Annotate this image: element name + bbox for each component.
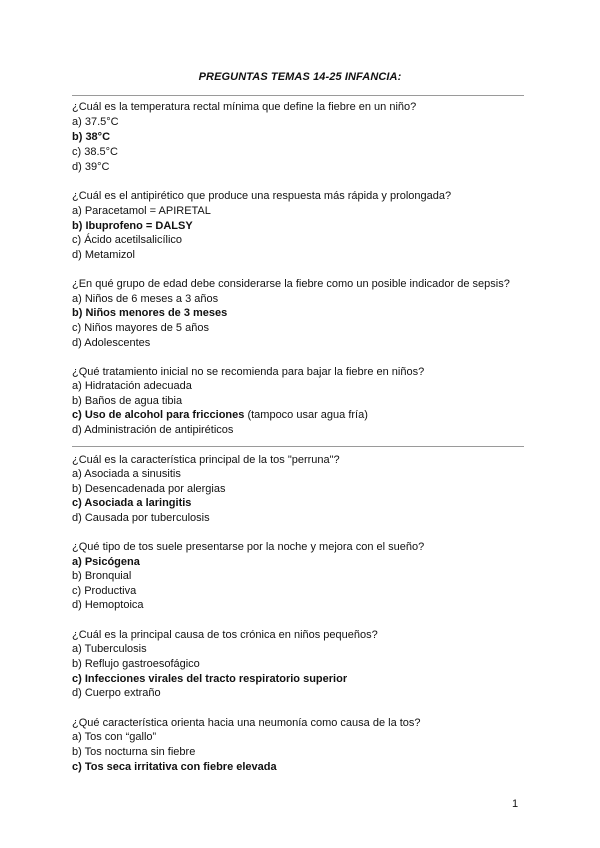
answer-option: a) Niños de 6 meses a 3 años <box>72 293 219 305</box>
answer-option: b) Tos nocturna sin fiebre <box>72 746 196 758</box>
answer-option: d) Metamizol <box>72 249 135 261</box>
question-text: ¿Cuál es la característica principal de la tos "perruna"? <box>72 454 340 466</box>
answer-option: c) Ácido acetilsalicílico <box>72 234 183 246</box>
answer-option: b) Reflujo gastroesofágico <box>72 658 200 670</box>
correct-answer: b) Niños menores de 3 meses <box>72 307 228 319</box>
answer-option: a) Tos con “gallo” <box>72 731 157 743</box>
question-text: ¿En qué grupo de edad debe considerarse la fiebre como un posible indicador de sepsis? <box>72 278 510 290</box>
correct-answer: c) Uso de alcohol para fricciones <box>72 409 245 421</box>
page-number: 1 <box>512 798 519 810</box>
correct-answer: b) 38°C <box>72 131 111 143</box>
answer-option: a) Hidratación adecuada <box>72 380 192 392</box>
question-text: ¿Qué tipo de tos suele presentarse por la noche y mejora con el sueño? <box>72 541 425 553</box>
page-title: PREGUNTAS TEMAS 14-25 INFANCIA: <box>198 71 402 83</box>
answer-option: d) Cuerpo extraño <box>72 687 161 699</box>
correct-answer: c) Asociada a laringitis <box>72 497 192 509</box>
answer-option: c) Productiva <box>72 585 137 597</box>
answer-option: d) Causada por tuberculosis <box>72 512 210 524</box>
answer-option: b) Baños de agua tibia <box>72 395 183 407</box>
answer-option: a) Paracetamol = APIRETAL <box>72 205 211 217</box>
answer-option: a) Tuberculosis <box>72 643 147 655</box>
correct-answer: c) Tos seca irritativa con fiebre elevada <box>72 761 277 773</box>
question-text: ¿Qué tratamiento inicial no se recomienda para bajar la fiebre en niños? <box>72 366 425 378</box>
question-text: ¿Cuál es la principal causa de tos crónica en niños pequeños? <box>72 629 378 641</box>
answer-note: (tampoco usar agua fría) <box>244 409 368 421</box>
correct-answer: c) Infecciones virales del tracto respiratorio superior <box>72 673 348 685</box>
answer-option: d) 39°C <box>72 161 110 173</box>
question-text: ¿Cuál es el antipirético que produce una respuesta más rápida y prolongada? <box>72 190 452 202</box>
answer-option: c) Niños mayores de 5 años <box>72 322 209 334</box>
divider <box>72 95 524 96</box>
question-text: ¿Qué característica orienta hacia una neumonía como causa de la tos? <box>72 717 421 729</box>
answer-option: d) Administración de antipiréticos <box>72 424 234 436</box>
answer-option: c) 38.5°C <box>72 146 118 158</box>
question-text: ¿Cuál es la temperatura rectal mínima que define la fiebre en un niño? <box>72 101 417 113</box>
answer-option: d) Hemoptoica <box>72 599 144 611</box>
divider <box>72 446 524 447</box>
answer-option: b) Bronquial <box>72 570 132 582</box>
correct-answer-row <box>72 408 532 422</box>
answer-option: d) Adolescentes <box>72 337 151 349</box>
answer-option: b) Desencadenada por alergias <box>72 483 226 495</box>
correct-answer: b) Ibuprofeno = DALSY <box>72 220 193 232</box>
answer-option: a) 37.5°C <box>72 116 119 128</box>
answer-option: a) Asociada a sinusitis <box>72 468 181 480</box>
correct-answer: a) Psicógena <box>72 556 140 568</box>
